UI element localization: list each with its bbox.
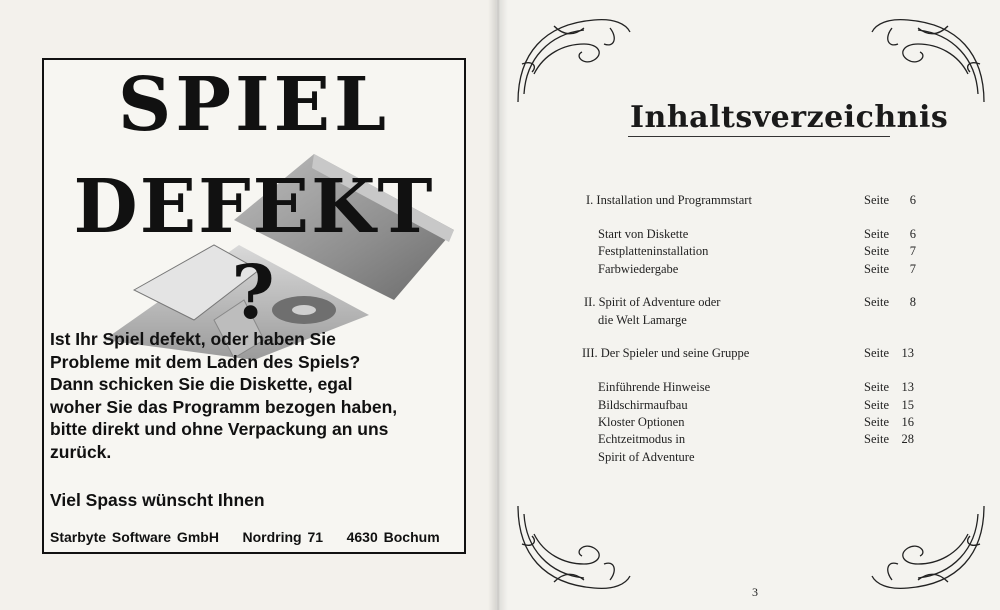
toc-seite-label: Seite	[864, 262, 889, 276]
toc-entry-label: III. Der Spieler und seine Gruppe	[582, 346, 750, 360]
ad-greeting: Viel Spass wünscht Ihnen	[50, 490, 265, 510]
toc-page-number: 7	[909, 244, 916, 258]
toc-page-number: 13	[901, 380, 914, 394]
toc-page-number: 16	[901, 415, 914, 429]
corner-ornament-icon	[514, 14, 634, 104]
ad-body-line: woher Sie das Programm bezogen haben,	[50, 396, 398, 417]
toc-page-number: 7	[909, 262, 916, 276]
toc-entry-label: I. Installation und Programmstart	[586, 193, 752, 207]
toc-entry-label: Farbwiedergabe	[598, 262, 679, 276]
toc-title: Inhaltsverzeichnis	[630, 100, 949, 135]
toc-entry-label: II. Spirit of Adventure oder	[584, 295, 721, 309]
toc-entry-label: Einführende Hinweise	[598, 380, 711, 394]
toc-entry-label: Echtzeitmodus in	[598, 432, 686, 446]
toc-page-number: 13	[901, 346, 914, 360]
ad-body-line: Dann schicken Sie die Diskette, egal	[50, 374, 353, 394]
toc-seite-label: Seite	[864, 193, 889, 207]
left-page	[0, 0, 496, 610]
corner-ornament-icon	[514, 504, 634, 594]
book-gutter	[488, 0, 508, 610]
toc-entry-label: Spirit of Adventure	[598, 450, 695, 464]
ad-title-line2: DEFEKT ?	[73, 164, 435, 336]
ad-box	[42, 58, 466, 554]
toc-entry-label: Start von Diskette	[598, 227, 689, 241]
toc-entry-label: die Welt Lamarge	[598, 313, 687, 327]
toc-entry-label: Festplatteninstallation	[598, 244, 709, 258]
toc-entry-label: Bildschirmaufbau	[598, 398, 688, 412]
ad-body-line: bitte direkt und ohne Verpackung an uns	[50, 419, 389, 439]
toc-seite-label: Seite	[864, 244, 889, 258]
toc-seite-label: Seite	[864, 346, 889, 360]
toc-title-underline	[628, 136, 890, 137]
corner-ornament-icon	[868, 504, 988, 594]
ad-body-line: Ist Ihr Spiel defekt, oder haben Sie	[50, 329, 336, 349]
toc-seite-label: Seite	[864, 432, 889, 446]
toc-seite-label: Seite	[864, 398, 889, 412]
toc-page-number: 6	[909, 227, 916, 241]
toc-page-number: 28	[901, 432, 914, 446]
toc-entry-label: Kloster Optionen	[598, 415, 685, 429]
corner-ornament-icon	[868, 14, 988, 104]
ad-title-line1: SPIEL	[117, 62, 391, 148]
toc-seite-label: Seite	[864, 295, 889, 309]
toc-seite-label: Seite	[864, 380, 889, 394]
ad-body-line: Probleme mit dem Laden des Spiels?	[50, 351, 361, 372]
toc-page-number: 6	[909, 193, 916, 207]
ad-body-line: zurück.	[50, 441, 112, 462]
ad-body	[50, 328, 460, 463]
toc-page-number: 15	[901, 398, 914, 412]
ad-footer-address: Starbyte Software GmbH Nordring 71 4630 Bochum	[50, 529, 440, 545]
toc-page-number: 8	[909, 295, 916, 309]
toc-seite-label: Seite	[864, 227, 889, 241]
toc-seite-label: Seite	[864, 415, 889, 429]
page-number: 3	[752, 585, 758, 599]
